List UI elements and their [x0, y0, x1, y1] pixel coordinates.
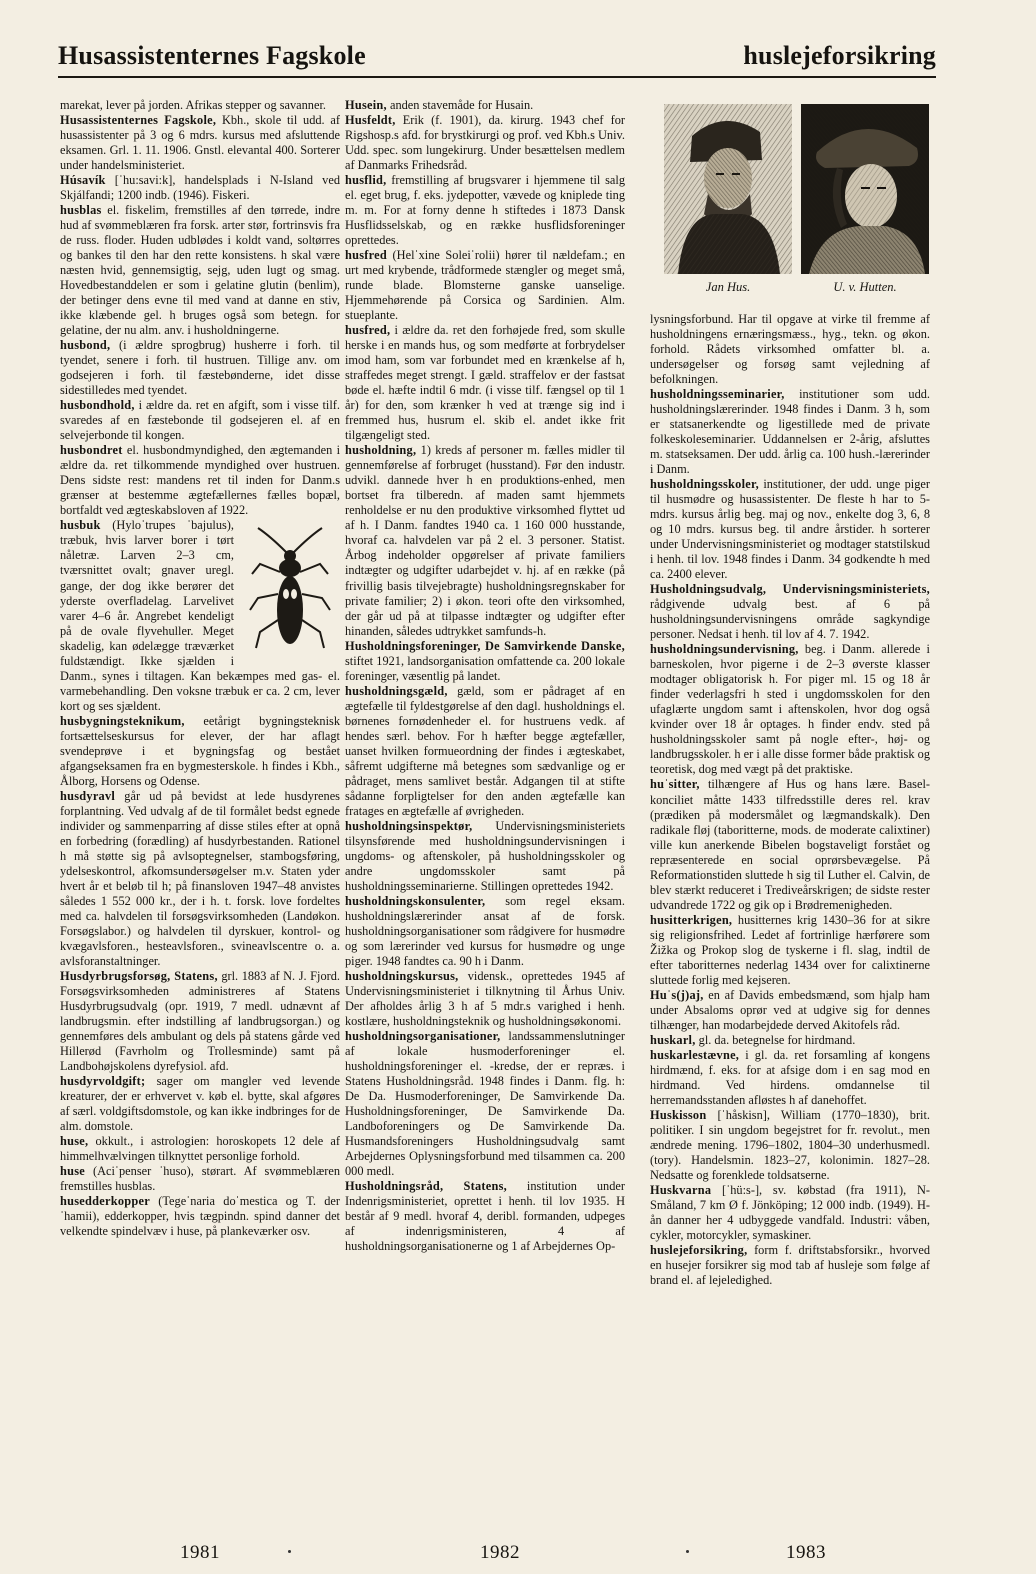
entry-definition: el. fiskelim, fremstilles af den tørrede, indre hud af svømmeblæren fra forsk. arter stør, fortrinsvis fra de russ. floder. Huden udblødes i koldt vand, soltørres og bankes til den har den rette konsistens. h skal være næsten hvid, gennemsigtig, sejg, uden lugt og smag. Hovedbestanddelen er som i gelatine glutin (benlim), der betinger dens evne til med vand at danne en stiv, ikke klæbende gel. h bruges også som betegn. for gelatine, der nu alm. anv. i husholdningerne. [60, 203, 340, 338]
dictionary-entry [345, 98, 625, 113]
entry-definition: [ˈhü:s-], sv. købstad (fra 1911), N-Småland, 7 km Ø f. Jönköping; 12 000 indb. (1949). H-ån danner her 4 udbyggede vandfald. Industri: våben, cykler, motorcykler, symaskiner. [650, 1182, 930, 1242]
entry-headword: husholdningsskoler, [650, 477, 759, 492]
entry-definition: gæld, som er pådraget af en ægtefælle til fyldestgørelse af den dagl. husholdnings el. børnenes fornødenheder el. for hustruens vedk. af hendes særl. behov. For h hæfter begge ægtefæller, uanset hvilken formueordning der findes i ægteskabet, såfremt udgifterne må betegnes som sædvanlige og er pådraget, mens samlivet består. Adgangen til at stifte sådanne forpligtelser for den anden ægtefælle kan fratages en ægtefælle af øvrigheden. [345, 683, 625, 818]
folio-dot [288, 1550, 291, 1553]
dictionary-entry [650, 582, 930, 642]
entry-headword: huskarlestævne, [650, 1047, 740, 1062]
entry-definition: grl. 1883 af N. J. Fjord. Forsøgsvirksomheden administreres af Statens Husdyrbrugsudvalg (opr. 1919, 7 medl. udnævnt af landbrugsmin. efter indstilling af landbrugsorgan.) og gennemføres dels ambulant og dels på statens gårde ved Hillerød (Favrholm og Trollesminde) samt på Landbohøjskolens dyrefysiol. afd. [60, 968, 340, 1073]
entry-definition: institutioner som udd. husholdningslærerinder. 1948 findes i Danm. 3 h, som er statsanerkendte og ligestillede med de private folkeskoleseminarier. Uddannelsen er 2-årig, afsluttes m. statseksamen. Der udd. årlig ca. 100 hush.-lærerinder i Danm. [650, 387, 930, 477]
entry-definition: i ældre da. ret den forhøjede fred, som skulle herske i en mands hus, og som medførte at forbrydelser imod ham, som var forbundet med en krænkelse af h, straffedes meget strengt. I gæld. straffelov er der fastsat bøde el. hæfte indtil 6 mdr. (i visse tilf. fængsel op til 1 år) for den, som krænker h ved at trænge sig ind i fremmed hus, husrum el. skib el. andet ikke frit tilgængeligt sted. [345, 323, 625, 443]
dictionary-entry [650, 777, 930, 912]
dictionary-entry [650, 913, 930, 988]
dictionary-entry [650, 1048, 930, 1108]
dictionary-entry [60, 969, 340, 1074]
dictionary-entry [60, 203, 340, 338]
entry-headword: husfred [345, 248, 387, 263]
entry-definition: vidensk., oprettedes 1945 af Undervisningsministeriet i tilknytning til Århus Univ. Der afholdes årlig 3 h af 5 mdr.s varighed i henh. kostlære, husholdningsteknik og husholdningsøkonomi. [345, 968, 625, 1028]
entry-definition: i ældre da. ret en afgift, som i visse tilf. svaredes af en fæstebonde til godsejeren el. af en selvejerbonde til kongen. [60, 398, 340, 443]
entry-headword: husholdningsorganisationer, [345, 1028, 501, 1043]
entry-headword: Husholdningsforeninger, De Samvirkende Danske, [345, 638, 625, 653]
dictionary-entry [650, 1108, 930, 1183]
dictionary-entry [650, 477, 930, 582]
entry-definition: [ˈhu:savi:k], handelsplads i N-Island ved Skjálfandi; 1200 indb. (1946). Fiskeri. [60, 173, 340, 203]
dictionary-entry [345, 1179, 625, 1254]
dictionary-entry [60, 443, 340, 518]
entry-definition: anden stavemåde for Husain. [386, 98, 534, 112]
entry-headword: husholdningsinspektør, [345, 818, 473, 833]
entry-headword: husdyravl [60, 788, 116, 803]
entry-headword: Husholdningsudvalg, Undervisningsministeriets, [650, 582, 930, 597]
entry-definition: okkult., i astrologien: horoskopets 12 dele af himmelhvælvingen tilknyttet personlige forhold. [60, 1134, 340, 1164]
dictionary-entry [60, 518, 340, 713]
entry-definition: (Helˈxine Soleiˈrolii) hører til nældefam.; en urt med krybende, trådformede stængler og meget små, runde blade. Blomsterne ganske uanselige. Hjemmehørende på Corsica og Sardinien. Alm. stueplante. [345, 248, 625, 323]
dictionary-entry [60, 98, 340, 113]
entry-definition: landssammenslutninger af lokale husmoderforeninger el. husholdningsforeninger el. -kredse, der er repræs. i Statens Husholdningsråd. 1948 findes i Danm. flg. h: De Da. Husmoderforeninger, De Samvirkende Da. Husholdningsforeninger, De Samvirkende Da. Landboforeningers og De Samvirkende Da. Husmandsforeningers Husholdningsudvalg samt Arbejdernes Oplysningsforbund med tilsammen ca. 200 000 medl. [345, 1028, 625, 1179]
entry-headword: Huˈs(j)aj, [650, 987, 704, 1002]
dictionary-entry [345, 173, 625, 248]
entry-definition: stiftet 1921, landsorganisation omfattende ca. 200 lokale foreninger, væsentlig på landet. [345, 653, 625, 683]
entry-definition: [ˈhåskisn], William (1770–1830), brit. politiker. I sin ungdom begejstret for fr. revolut., men ændrede mening. 1796–1802, 1804–30 underhusmedl. (tory). Handelsmin. 1823–27, kolonimin. 1827–28. Nedsatte og forenklede toldsatserne. [650, 1107, 930, 1182]
dictionary-entry [60, 714, 340, 789]
entry-headword: husbondret [60, 443, 123, 458]
dictionary-entry [650, 642, 930, 777]
entry-headword: husdyrvoldgift; [60, 1074, 146, 1089]
entry-definition: Erik (f. 1901), da. kirurg. 1943 chef for Rigshosp.s afd. for brystkirurgi og prof. ved Kbh.s Univ. Udd. spec. som lungekirurg. Under besættelsen medlem af Danmarks Frihedsråd. [345, 113, 625, 173]
dictionary-entry [60, 338, 340, 398]
dictionary-entry [650, 1243, 930, 1288]
entry-headword: Húsavík [60, 173, 106, 188]
entry-headword: Husholdningsråd, Statens, [345, 1179, 507, 1194]
dictionary-entry [345, 894, 625, 969]
dictionary-entry [60, 113, 340, 173]
dictionary-entry [345, 113, 625, 173]
entry-headword: husholdningsseminarier, [650, 387, 785, 402]
dictionary-entry [60, 1164, 340, 1194]
entry-definition: form f. driftstabsforsikr., hvorved en husejer forsikrer sig mod tab af husleje som følge af brand el. af lejeledighed. [650, 1242, 930, 1287]
entry-headword: husholdningsundervisning, [650, 642, 799, 657]
running-header [58, 34, 936, 78]
entry-headword: husholdningskonsulenter, [345, 893, 486, 908]
entry-definition: gl. da. betegnelse for hirdmand. [695, 1032, 856, 1047]
entry-definition: rådgivende udvalg best. af 6 på husholdningsundervisningens område sagkyndige personer. Nedsat i henh. til lov af 4. 7. 1942. [650, 597, 930, 642]
dictionary-entry [345, 443, 625, 638]
entry-headword: husblas [60, 203, 102, 218]
dictionary-entry [60, 1194, 340, 1239]
entry-headword: husitterkrigen, [650, 912, 733, 927]
entry-definition: (Hyloˈtrupes ˈbajulus), træbuk, hvis larver borer i tørt nåletræ. Larven 2–3 cm, tværsnittet ovalt; gnaver uregl. gange, der dog ikke berører det yderste overfladelag. Larvelivet varer 4–6 år. Angrebet kendeligt på de ovale flyvehuller. Meget skadelig, kan ødelægge træværket fuldstændigt. Ikke sjælden i Danm., synes i tiltagen. Kan bekæmpes med gas- el. varmebehandling. Den voksne træbuk er ca. 2 cm, lever kort og ses sjældent. [60, 518, 340, 713]
dictionary-entry [345, 248, 625, 323]
page-number-right: 1983 [786, 1542, 826, 1563]
entry-definition: eetårigt bygningsteknisk fortsættelseskursus for elever, der har aflagt svendeprøve i et bygningsfag og bestået afgangseksamen fra en bygmesterskole. h findes i Kbh., Ålborg, Horsens og Odense. [60, 713, 340, 788]
dictionary-entry [345, 969, 625, 1029]
entry-definition: institution under Indenrigsministeriet, oprettet i henh. til lov 1935. H består af 9 medl. hvoraf 4, deribl. formanden, udpeges af indenrigsministeren, 4 af husholdningsorganisationerne og 1 af Arbejdernes Op- [345, 1179, 625, 1254]
dictionary-entry [650, 1033, 930, 1048]
entry-headword: Husdyrbrugsforsøg, Statens, [60, 968, 218, 983]
entry-definition: en af Davids embedsmænd, som hjalp ham under Absaloms oprør ved at udgive sig for dennes tilhænger, han modarbejdede derved Akitofels råd. [650, 987, 930, 1032]
entry-headword: husbond, [60, 338, 111, 353]
dictionary-entry [60, 1074, 340, 1134]
dictionary-entry [345, 639, 625, 684]
dictionary-entry [60, 1134, 340, 1164]
portrait-caption-jan-hus: Jan Hus. [705, 280, 751, 294]
entry-headword: husholdningskursus, [345, 968, 459, 983]
entry-headword: Husein, [345, 98, 387, 112]
entry-definition: lysningsforbund. Har til opgave at virke til fremme af husholdningens ernæringsmæss., hyg., tekn. og økon. forhold. Rådets virksomhed omfatter bl. a. undersøgelser og forsøg samt vejledning af befolkningen. [650, 312, 930, 387]
entry-definition: Kbh., skole til udd. af husassistenter på 3 og 6 mdrs. kursus med afsluttende eksamen. Grl. 1. 11. 1906. Gnstl. elevantal 400. Sorterer under handelsministeriet. [60, 113, 340, 173]
entry-headword: huskarl, [650, 1032, 696, 1047]
dictionary-entry [650, 1183, 930, 1243]
entry-headword: huˈsitter, [650, 777, 700, 792]
folio-dot [686, 1550, 689, 1553]
page-number-left: 1981 [180, 1542, 220, 1563]
dictionary-entry [650, 312, 930, 387]
entry-headword: Huskisson [650, 1107, 707, 1122]
dictionary-entry [60, 173, 340, 203]
entry-definition: (i ældre sprogbrug) husherre i forh. til tyendet, senere i forh. til hustruen. Tillige anv. om godsejeren i forh. til fæstebønderne, idet disse sidestilledes med tyendet. [60, 338, 340, 398]
dictionary-entry [650, 387, 930, 477]
entry-headword: husholdning, [345, 443, 417, 458]
entry-definition: Undervisningsministeriets tilsynsførende med husholdningsundervisningen i ungdoms- og aftenskoler, på husholdningsskoler og andre ungdomsskoler samt på husholdningsseminarierne. Stillingen oprettedes 1942. [345, 818, 625, 893]
entry-headword: huslejeforsikring, [650, 1242, 748, 1257]
page-number-middle: 1982 [480, 1542, 520, 1563]
entry-headword: husfred, [345, 323, 391, 338]
entry-headword: husbondhold, [60, 398, 135, 413]
dictionary-entry [60, 789, 340, 969]
entry-definition: (Aciˈpenser ˈhuso), størart. Af svømmeblæren fremstilles husblas. [60, 1164, 340, 1194]
entry-headword: Husfeldt, [345, 113, 396, 128]
jan-hus-portrait [664, 104, 792, 274]
entry-headword: Huskvarna [650, 1182, 712, 1197]
entry-definition: marekat, lever på jorden. Afrikas stepper og savanner. [60, 98, 326, 112]
entry-headword: husflid, [345, 173, 387, 188]
entry-headword: huse [60, 1164, 86, 1179]
entry-definition: fremstilling af brugsvarer i hjemmene til salg el. eget brug, f. eks. jydepotter, vævede og kniplede ting m. m. For at forny denne h stiftedes i 1873 Dansk Husflidsselskab, og en række husflidsforeninger oprettedes. [345, 173, 625, 248]
entry-definition: institutioner, der udd. unge piger til husmødre og husassistenter. De fleste h har to 5-mdrs. kursus årlig beg. maj og nov., enkelte dog 3, 6, 8 og 10 mdrs. kursus beg. til andre årstider. h sorterer under Undervisningsministeriet og modtager statstilskud i henh. til lov. 1948 findes i Danm. 34 godkendte h med ca. 2400 elever. [650, 477, 930, 582]
entry-definition: husitternes krig 1430–36 for at sikre sig religionsfrihed. Ledet af fortrinlige hærførere som Žižka og Prokop slog de tyskerne i fl. slag, indtil de efter taboritternes nederlag 1434 over for calixtinerne sluttede forlig med kejseren. [650, 912, 930, 987]
entry-definition: går ud på bevidst at lede husdyrenes forplantning. Ved udvalg af de til formålet bedst egnede individer og sammenparring af disse stiles efter at opnå en forbedring (forædling) af husdyrbestanden. Rationel h må støtte sig på avlsoptegnelser, stambogsføring, ydelseskontrol, afkomsundersøgelser m.v. Staten yder hvert år et beløb til h; på finansloven 1947–48 anvistes således 1 552 000 kr., der i h. t. forsk. love fordeltes med ca. halvdelen til forsøgsvirksomheden (Landøkon. Forsøgslabor.) og halvdelen til dyrskuer, kontrol- og kvægavlsforen., hesteavlsforen., svineavlscentre o. a. avlsforanstaltninger. [60, 788, 340, 968]
dictionary-entry [345, 1029, 625, 1179]
column-2 [345, 98, 625, 1518]
dictionary-entry [60, 398, 340, 443]
entry-definition: beg. i Danm. allerede i barneskolen, hvor pigerne i de 2–3 øverste klasser modtager obligatorisk h. For piger ml. 15 og 18 år finder vederlagsfri h sted i ungdomsskolen for den ufaglærte ungdom samt i aftenskolen, hvor dog også kvinder over 18 år optages. h finder endv. sted på husholdningsskoler samt på nogle efter-, høj- og landbrugsskoler. h er i alle disse former både praktisk og teoretisk, dog med vægt på det praktiske. [650, 642, 930, 777]
entry-definition: som regel eksam. husholdningslærerinder ansat af de forsk. husholdningsorganisationer som rådgivere for husmødre og som lærerinder ved kursus for husmødre og unge piger. 1948 fandtes ca. 90 h i Danm. [345, 893, 625, 968]
dictionary-entry [345, 684, 625, 819]
entry-definition: sager om mangler ved levende kreaturer, der er erhvervet v. køb el. bytte, skal afgøres af særl. voldgiftsdomstole, og kan ikke indbringes for de alm. domstole. [60, 1074, 340, 1134]
dictionary-entry [345, 819, 625, 894]
entry-headword: huse, [60, 1134, 89, 1149]
dictionary-entry [650, 988, 930, 1033]
house-longhorn-beetle-illustration [240, 524, 340, 664]
entry-headword: husedderkopper [60, 1194, 150, 1209]
entry-headword: husbuk [60, 518, 101, 533]
entry-headword: husbygningsteknikum, [60, 713, 185, 728]
header-right-guideword: huslejeforsikring [743, 41, 936, 70]
column-3 [650, 312, 930, 1518]
column-1 [60, 98, 340, 1518]
dictionary-entry [345, 323, 625, 443]
entry-headword: Husassistenternes Fagskole, [60, 113, 217, 128]
entry-definition: 1) kreds af personer m. fælles midler til gennemførelse af forbruget (husstand). Før den industr. udvikl. dannede hver h en produktions-enhed, men bortset fra tilberedn. af maden samt hjemmets renholdelse er nu den produktive virksomhed flyttet ud af h. I Danm. fandtes 1940 ca. 1 160 000 husstande, hvoraf ca. halvdelen var på 2 el. 3 personer. Statist. Årbog indeholder opgørelser af private familiers indtægter og udgifter udarbejdet v. hj. af en række (på frivillig basis tilvejebragte) husholdningsregnskaber for private familier; 2) i økon. teori ofte den virksomhed, der går ud på at tilpasse indtægter og udgifter efter hinanden, således udtrykket samfunds-h. [345, 443, 625, 638]
portrait-figures [664, 104, 964, 294]
ulrich-von-hutten-portrait [801, 104, 929, 274]
entry-definition: i gl. da. ret forsamling af kongens hirdmænd, f. eks. for at afsige dom i en sag mod en hirdmand. Ved hirdens. omdannelse til herremandsstanden afløstes h af danehoffet. [650, 1047, 930, 1107]
entry-definition: el. husbondmyndighed, den ægtemanden i ældre da. ret tilkommende myndighed over hustruen. Dens sidste rest: mandens ret til inden for Danm.s grænser at bestemme ægtefællernes fælles bopæl, bortfaldt ved ægteskabsloven af 1922. [60, 443, 340, 518]
header-left-guideword: Husassistenternes Fagskole [58, 41, 366, 70]
entry-definition: (Tegeˈnaria doˈmestica og T. derˈhamii), edderkopper, hvis tægpindn. spind danner det velkendte spindelvæv i huse, på plankeværker osv. [60, 1194, 340, 1239]
entry-definition: tilhængere af Hus og hans lære. Basel-konciliet måtte 1433 tilfredsstille deres rel. krav (prædiken på modersmålet og lægmandskalk). Den radikale fløj (taboritterne, mods. de moderate calixtiner) ville kun anerkende Bibelen bogstaveligt forstået og repræsenterede en social oprørsbevægelse. På Reformationstiden sluttede h sig til Luther el. Calvin, de blev stærkt reduceret i Trediveårskrigen; de sidste rester udvandrede 1722 og gik op i Brødremenigheden. [650, 777, 930, 912]
portrait-caption-hutten: U. v. Hutten. [833, 280, 897, 294]
entry-headword: husholdningsgæld, [345, 683, 448, 698]
